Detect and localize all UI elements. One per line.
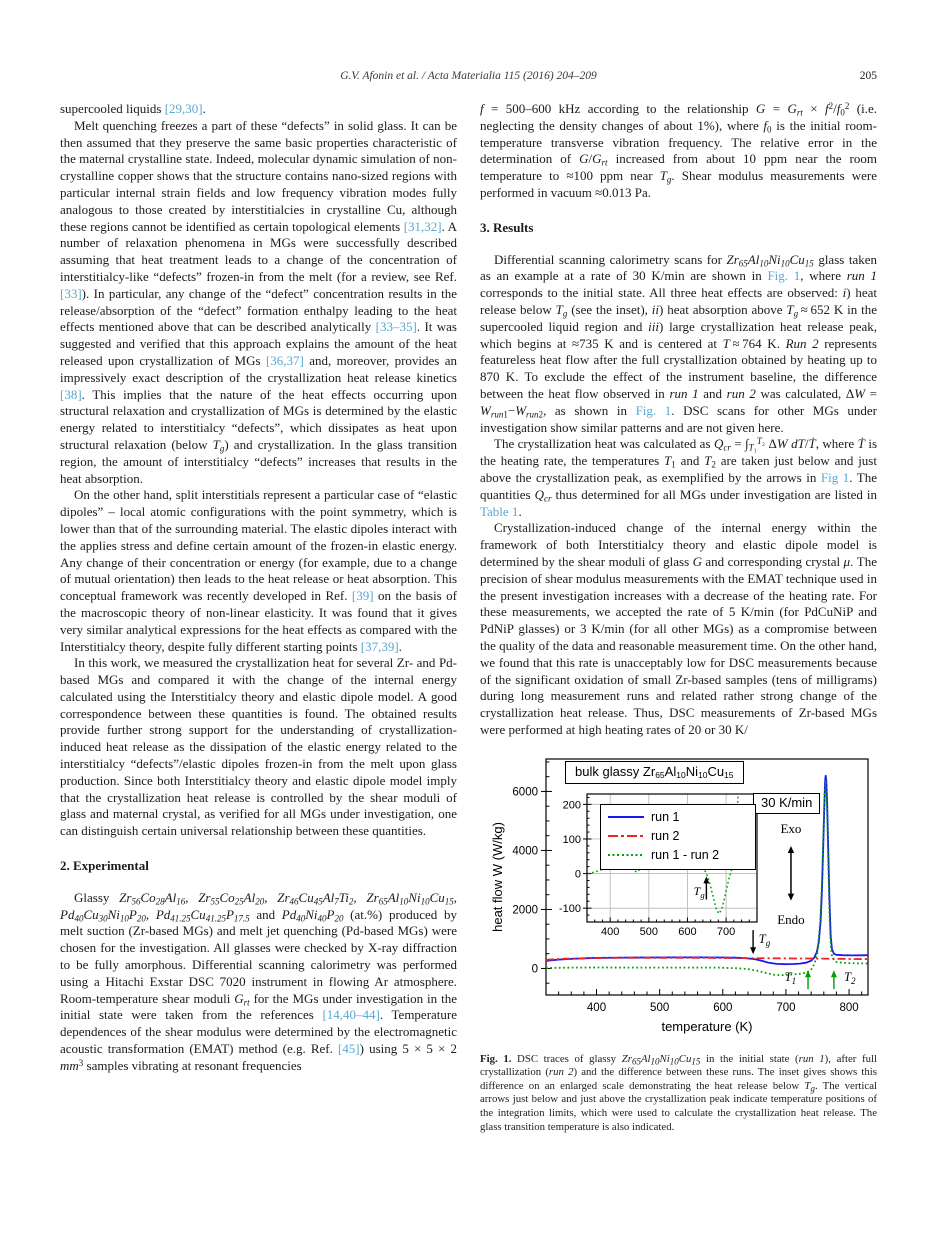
legend-item-run1 (608, 808, 746, 827)
svg-text:Endo: Endo (777, 911, 805, 927)
svg-text:2000: 2000 (512, 904, 538, 917)
svg-text:400: 400 (586, 1001, 607, 1014)
citation-link[interactable]: Table 1 (480, 503, 519, 519)
svg-text:4000: 4000 (512, 845, 538, 858)
paragraph: The crystallization heat was calculated as $Q_{cr} = \int_{T_1}^{T_2}$ ΔW dT/Ṫ, where Ṫ is the heating rate, the temperatures $T_1$ and $T_2$ are taken just below and just above the crystallization peak, as exemplified by the arrows in Fig 1. The quantities $Q_{cr}$ thus determined for all MGs under investigation are listed in Table 1. (480, 436, 878, 519)
svg-text:temperature (K): temperature (K) (661, 1018, 753, 1034)
paragraph: On the other hand, split interstitials represent a particular case of “elastic dipoles” – local atomic configurations with the point symmetry, which is lower than that of the surrounding material. The elastic dipoles interact with the applies stress and define certain amount of the frozen-in elastic energy. Any change of their concentration or energy (for example, due to a change of mutual orientation) then leads to the heat release or heat absorption. This conceptual framework was recently developed in Ref. [39] on the basis of the macroscopic theory of non-linear elasticity. It was found that it gives very similar analytical expressions for the heat effects as compared with the Interstitialcy theory, despite fully different starting points [37,39]. (60, 487, 457, 654)
svg-text:T1: $T_1$ (784, 969, 797, 986)
svg-text:Exo: Exo (780, 820, 802, 836)
figure-caption: Fig. 1. DSC traces of glassy $Zr_{65}Al_{10}Ni_{10}Cu_{15}$ in the initial state (run 1), after full crystallization (run 2) and the difference between these runs. The inset gives shows this difference on an enlarged scale demonstrating the heat release below $T_g$. The vertical arrows just below and just above the crystallization peak indicate temperature positions of the integration limits, which were used to calculate the crystallization heat release. The glass transition temperature is also indicated. (480, 1052, 878, 1133)
running-head: G.V. Afonin et al. / Acta Materialia 115 (2016) 204–209 (340, 70, 597, 82)
run2-line-sample (608, 835, 644, 837)
citation-link[interactable]: [36,37] (265, 352, 304, 368)
paragraph: Melt quenching freezes a part of these “defects” in solid glass. It can be then assumed that they preserve the same basic properties characteristic of the maternal crystalline state. Indeed, molecular dynamic simulation of non-crystalline copper shows that the structure contains nano-sized regions with particular internal strain fields and low frequency vibration modes fully analogous to those created by interstitialcies in crystalline Cu, although these regions cannot be identified as certain topological elements [31,32]. A number of relaxation phenomena in MGs were successfully described assuming that heat treatment leads to a change of the concentration of interstitialcy-like “defects” frozen-in from the melt (for a review, see Ref. [33]). In particular, any change of the “defect” concentration results in the release/absorption of the “defect” formation enthalpy leading to the heat effects mentioned above that can be described analytically [33–35]. It was suggested and verified that this approach explains the amount of the heat released upon crystallization of MGs [36,37] and, moreover, provides an impressively exact description of the crystallization heat release kinetics [38]. This implies that the nature of the heat effects occurring upon structural relaxation and crystallization of MGs is determined by the elastic energy related to interstitialcy “defects”, which dissipates as heat upon structural relaxation (below $T_g$) and crystallization. In the glass transition region, the amount of interstitialcy “defects” increases that results in the heat absorption. (60, 117, 458, 486)
svg-text:700: 700 (776, 1001, 796, 1014)
citation-link[interactable]: Fig. 1 (635, 402, 672, 418)
svg-text:200: 200 (562, 799, 581, 812)
run1-line-sample (608, 816, 644, 818)
svg-text:6000: 6000 (512, 786, 538, 799)
legend-label: run 1 (651, 809, 680, 824)
page-number: 205 (859, 70, 877, 82)
citation-link[interactable]: Fig 1 (820, 469, 850, 485)
right-column (480, 101, 877, 1134)
citation-link[interactable]: [37,39] (360, 638, 399, 654)
left-column (60, 101, 457, 1075)
figure-1 (488, 755, 890, 1043)
svg-text:T2: $T_2$ (844, 969, 856, 986)
citation-link[interactable]: [33] (60, 285, 82, 301)
heating-rate-box: 30 K/min (753, 793, 820, 815)
svg-text:600: 600 (713, 1001, 733, 1014)
svg-text:-100: -100 (558, 902, 581, 915)
difference-line-sample (608, 854, 644, 856)
paragraph: Glassy $Zr_{56}Co_{28}Al_{16}$, $Zr_{55}Co_{25}Al_{20}$, $Zr_{46}Cu_{45}Al_7Ti_2$, $Zr_{65}Al_{10}Ni_{10}Cu_{15}$, $Pd_{40}Cu_{30}Ni_{10}P_{20}$, $Pd_{41.25}Cu_{41.25}P_{17.5}$ and $Pd_{40}Ni_{40}P_{20}$ (at.%) produced by melt suction (Zr-based MGs) and melt jet quenching (Pd-based MGs) were chosen for the investigation. All glasses were checked by X-ray diffraction to be fully amorphous. Differential scanning calorimetry was performed using a Hitachi Exstar DSC 7020 instrument in flowing Ar atmosphere. Room-temperature shear moduli $G_{rt}$ for the MGs under investigation in the initial state were taken from the references [14,40–44]. Temperature dependences of the shear modulus were determined by the electromagnetic acoustic transformation (EMAT) method (e.g. Ref. [45]) using 5 × 5 × 2 $mm^3$ samples vibrating at resonant frequencies (60, 889, 458, 1073)
paragraph: Crystallization-induced change of the internal energy within the framework of both Interstitialcy theory and elastic dipole model is determined by the shear moduli of glass G and corresponding crystal μ. The precision of shear modulus measurements with the EMAT technique used in the present investigation increases with a decrease of the heating rate. For these measurements, we accepted the rate of 5 K/min (for PdCuNiP and PdNiP glasses) or 3 K/min (for all other MGs) as a compromise between the quality of the data and reasonable measurement time. On the other hand, we found that this rate is unacceptably low for DSC measurements because of the significant oxidation of small Zr-based samples (tens of milligrams) during long measurement runs and related rather strong change of the crystallization heat release. Thus, DSC measurements of Zr-based MGs were performed at high heating rates of 20 or 30 K/ (480, 520, 877, 737)
chart-legend (600, 804, 756, 870)
citation-link[interactable]: [33–35] (375, 319, 417, 335)
citation-link[interactable]: [39] (351, 588, 374, 604)
paragraph: f = 500–600 kHz according to the relationship $G = G_{rt} \times f^2/f_0^2$ (i.e. neglecting the density changes of about 1%), where $f_0$ is the initial room-temperature transverse vibration frequency. The relative error in the determination of $G/G_{rt}$ increased from about 10 ppm near the room temperature to ≈100 ppm near $T_g$. Shear modulus measurements were performed in vacuum ≈0.013 Pa. (480, 101, 877, 200)
citation-link[interactable]: [38] (60, 386, 82, 402)
svg-text:0: 0 (531, 963, 538, 976)
paragraph: Differential scanning calorimetry scans for $Zr_{65}Al_{10}Ni_{10}Cu_{15}$ glass taken as an example at a rate of 30 K/min are shown in Fig. 1, where run 1 corresponds to the initial state. All three heat effects are observed: i) heat release below $T_g$ (see the inset), ii) heat absorption above $T_g \approx 652$ K in the supercooled liquid region and iii) large crystallization heat release peak, which begins at ≈735 K and is centered at T ≈ 764 K. Run 2 represents featureless heat flow after the full crystallization obtained by heating up to 870 K. To exclude the effect of the instrument baseline, the difference between the heat flow observed in run 1 and run 2 was calculated, $\Delta W = W_{run1}-W_{run2}$, as shown in Fig. 1. DSC scans for other MGs under investigation show similar patterns and are not given here. (480, 251, 878, 435)
section-heading-experimental: 2. Experimental (60, 858, 149, 874)
section-heading-results: 3. Results (480, 219, 534, 235)
paragraph: In this work, we measured the crystallization heat for several Zr- and Pd-based MGs and compared it with the change of the internal energy calculated using the Interstitialcy theory and elastic dipole model. A good correspondence between these quantities is found. The obtained results provide further strong support for the understanding of crystallization-induced heat release as the dissipation of the elastic energy related to the interstitialcy “defects”/elastic dipoles frozen-in from the melt upon glass production. Since both Interstitialcy theory and elastic dipole model imply that the crystallization heat release is controlled by the shear moduli of glass and maternal crystal, as verified for all MGs under investigation, one can distinguish certain universal relationship between these quantities. (60, 655, 457, 839)
citation-link[interactable]: Fig. 1 (767, 268, 801, 284)
dsc-chart (488, 755, 890, 1043)
svg-text:500: 500 (650, 1001, 670, 1014)
svg-text:0: 0 (574, 868, 581, 881)
legend-item-difference (608, 846, 746, 865)
svg-text:400: 400 (601, 925, 620, 938)
svg-text:500: 500 (639, 925, 658, 938)
citation-link[interactable]: [45] (337, 1041, 360, 1057)
chart-title-box: bulk glassy $Zr_{65}Al_{10}Ni_{10}Cu_{15}$ (565, 761, 744, 785)
svg-text:600: 600 (678, 925, 697, 938)
legend-item-run2 (608, 827, 746, 846)
legend-label: run 2 (651, 828, 680, 843)
paragraph: supercooled liquids [29,30]. (60, 101, 206, 116)
svg-text:700: 700 (716, 925, 736, 938)
citation-link[interactable]: [29,30] (164, 101, 203, 116)
svg-text:Tg: $T_g$ (693, 883, 705, 900)
citation-link[interactable]: [31,32] (403, 218, 442, 234)
legend-label: run 1 - run 2 (651, 847, 720, 862)
svg-text:800: 800 (839, 1001, 859, 1014)
svg-text:Tg: $T_g$ (758, 931, 771, 948)
svg-text:100: 100 (562, 833, 581, 846)
citation-link[interactable]: [14,40–44] (322, 1007, 380, 1023)
svg-text:heat flow W (W/kg): heat flow W (W/kg) (490, 821, 505, 932)
